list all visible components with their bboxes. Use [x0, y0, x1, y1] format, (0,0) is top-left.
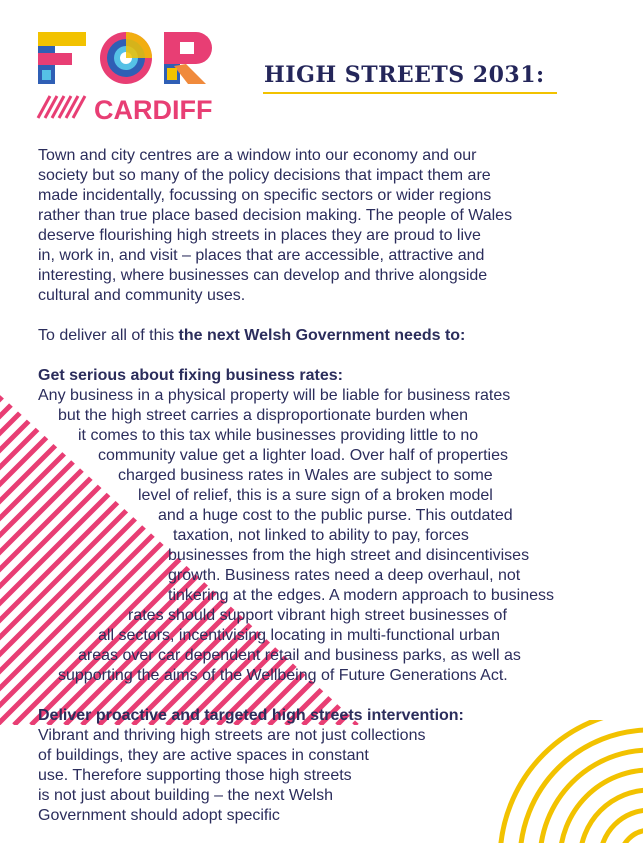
- text-line: businesses from the high street and disincentivises: [168, 547, 530, 564]
- title-underline: [263, 92, 557, 94]
- text-line: rather than true place based decision making. The people of Wales: [38, 207, 513, 224]
- text-line: is not just about building – the next Welsh: [38, 787, 333, 804]
- text-line: Town and city centres are a window into our economy and our: [38, 147, 477, 164]
- text-line: use. Therefore supporting those high streets: [38, 767, 352, 784]
- text-line: community value get a lighter load. Over half of properties: [98, 447, 508, 464]
- deliver-prefix: To deliver all of this: [38, 327, 179, 344]
- text-line: it comes to this tax while businesses providing little to no: [78, 427, 479, 444]
- text-line: growth. Business rates need a deep overhaul, not: [168, 567, 521, 584]
- text-line: level of relief, this is a sure sign of a broken model: [138, 487, 493, 504]
- document-body: [38, 146, 608, 826]
- deliver-bold: the next Welsh Government needs to:: [178, 327, 466, 344]
- cardiff-wordmark: CARDIFF: [94, 95, 213, 125]
- text-line: rates should support vibrant high street businesses of: [128, 607, 507, 624]
- text-line: in, work in, and visit – places that are accessible, attractive and: [38, 247, 485, 264]
- text-line: all sectors, incentivising locating in multi-functional urban: [98, 627, 500, 644]
- text-line: but the high street carries a disproportionate burden when: [58, 407, 469, 424]
- text-line: deserve flourishing high streets in places they are proud to live: [38, 227, 481, 244]
- text-line: of buildings, they are active spaces in constant: [38, 747, 369, 764]
- section2-heading: Deliver proactive and targeted high streets intervention:: [38, 707, 464, 724]
- text-line: areas over car dependent retail and business parks, as well as: [78, 647, 521, 664]
- deliver-line: [38, 326, 608, 346]
- section1-heading: Get serious about fixing business rates:: [38, 367, 343, 384]
- text-line: charged business rates in Wales are subject to some: [118, 467, 493, 484]
- text-line: supporting the aims of the Wellbeing of Future Generations Act.: [58, 667, 508, 684]
- text-line: Government should adopt specific: [38, 807, 280, 824]
- intro-paragraph: [38, 146, 608, 306]
- text-line: society but so many of the policy decisions that impact them are: [38, 167, 491, 184]
- text-line: tinkering at the edges. A modern approach to business: [168, 587, 555, 604]
- text-line: Any business in a physical property will be liable for business rates: [38, 387, 511, 404]
- text-line: taxation, not linked to ability to pay, forces: [173, 527, 469, 544]
- for-cardiff-logo: [36, 30, 232, 126]
- page-title: HIGH STREETS 2031:: [264, 62, 545, 88]
- text-line: made incidentally, focussing on specific sectors or wider regions: [38, 187, 492, 204]
- section2-paragraph: [38, 726, 608, 826]
- text-line: interesting, where businesses can develop and thrive alongside: [38, 267, 488, 284]
- text-line: Vibrant and thriving high streets are not just collections: [38, 727, 426, 744]
- section1-paragraph: [38, 386, 608, 686]
- text-line: cultural and community uses.: [38, 287, 246, 304]
- text-line: and a huge cost to the public purse. This outdated: [158, 507, 513, 524]
